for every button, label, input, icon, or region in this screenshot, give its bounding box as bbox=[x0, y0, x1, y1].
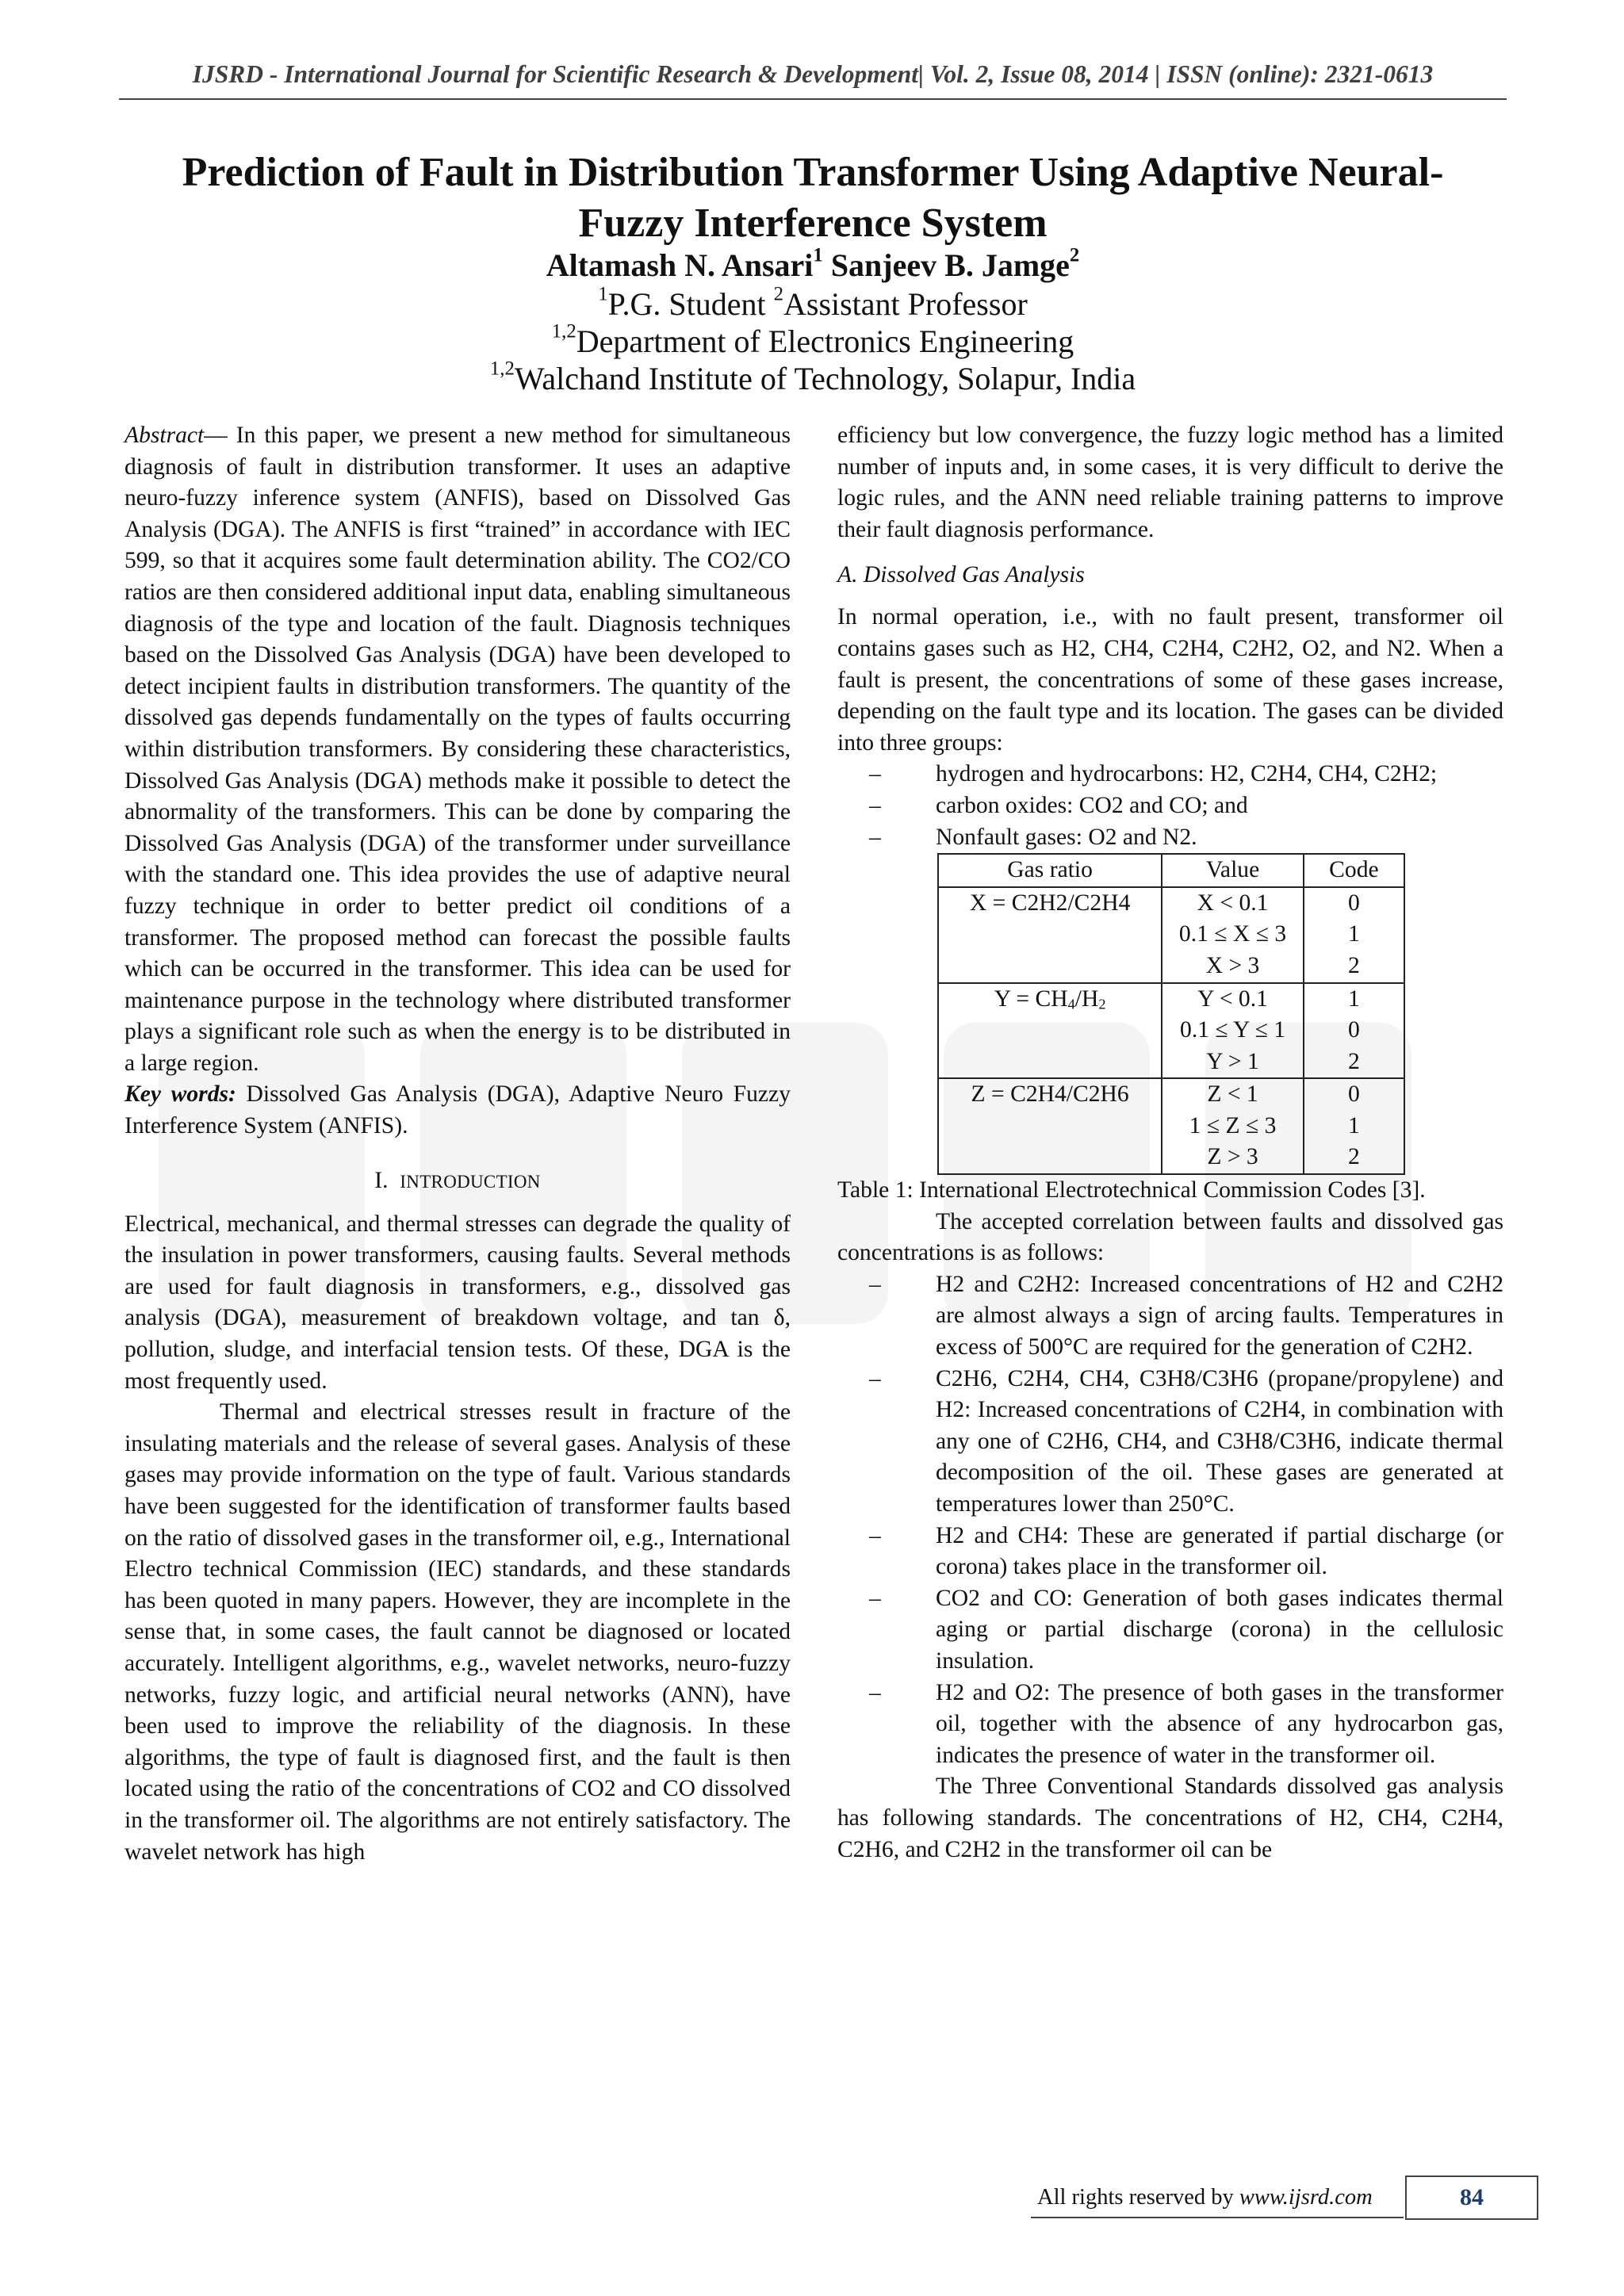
value-cell bbox=[1162, 1078, 1304, 1174]
header-code: Code bbox=[1304, 854, 1404, 887]
running-header: IJSRD - International Journal for Scientific Research & Development| Vol. 2, Issue 08, 2014 | ISSN (online): 2321-0613 bbox=[192, 60, 1434, 88]
header-gas-ratio: Gas ratio bbox=[938, 854, 1162, 887]
keywords-text: Dissolved Gas Analysis (DGA), Adaptive Neuro Fuzzy Interference System (ANFIS). bbox=[124, 1081, 791, 1139]
institute-sup: 1,2 bbox=[489, 358, 515, 380]
footer-rights-text: All rights reserved by bbox=[1037, 2185, 1239, 2210]
table-header-row bbox=[938, 854, 1404, 887]
ratio-cell: Z = C2H4/C2H6 bbox=[938, 1078, 1162, 1174]
abstract-text: — In this paper, we present a new method for simultaneous diagnosis of fault in distribution transformer. It uses an adaptive neuro-fuzzy inference system (ANFIS), based on Dissolved Gas Analysis (DGA). The ANFIS is first “trained” in accordance with IEC 599, so that it acquires some fault determination ability. The CO2/CO ratios are then considered additional input data, enabling simultaneous diagnosis of the type and location of the fault. Diagnosis techniques based on the Dissolved Gas Analysis (DGA) have been developed to detect incipient faults in distribution transformers. The quantity of the dissolved gas depends fundamentally on the types of faults occurring within distribution transformers. By considering these characteristics, Dissolved Gas Analysis (DGA) methods make it possible to detect the abnormality of the transformers. This can be done by comparing the Dissolved Gas Analysis (DGA) of the transformer under surveillance with the standard one. This idea provides the use of adaptive neural fuzzy technique in order to better predict oil conditions of a transformer. The proposed method can forecast the possible faults which can be occurred in the transformer. This idea can be used for maintenance purpose in the technology where distributed transformer plays a significant role such as when the energy is to be distributed in a large region. bbox=[124, 423, 791, 1076]
author-line bbox=[119, 246, 1507, 285]
author-2-sup: 2 bbox=[1069, 244, 1080, 266]
ratio-sub: 2 bbox=[1098, 996, 1106, 1012]
department-text: Department of Electronics Engineering bbox=[576, 323, 1074, 359]
role-1: P.G. Student bbox=[607, 286, 774, 322]
intro-paragraph-1: Electrical, mechanical, and thermal stresses can degrade the quality of the insulation in power transformers, causing faults. Several methods are used for fault diagnosis in transformers, e.g., dissolved gas analysis (DGA), measurement of breakdown voltage, and tan δ, pollution, sludge, and interfacial tension tests. Of these, DGA is the most frequently used. bbox=[124, 1211, 791, 1394]
gas-group-item: – carbon oxides: CO2 and CO; and bbox=[837, 790, 1503, 822]
section-number: I. bbox=[374, 1167, 389, 1193]
ratio-sub: 4 bbox=[1067, 996, 1075, 1012]
standards-paragraph: The Three Conventional Standards dissolved gas analysis has following standards. The concentrations of H2, CH4, C2H4, C2H6, and C2H2 in the transformer oil can be bbox=[837, 1774, 1503, 1862]
value-item: 0.1 ≤ Y ≤ 1 bbox=[1180, 1017, 1286, 1043]
author-1-sup: 1 bbox=[813, 244, 823, 266]
correlation-item: – C2H6, C2H4, CH4, C3H8/C3H6 (propane/propylene) and H2: Increased concentrations of C2H4, in combination with any one of C2H6, CH4, and C3H8/C3H6, indicate thermal decomposition of the oil. These gases are generated at temperatures lower than 250°C. bbox=[837, 1364, 1503, 1521]
footer-rule bbox=[1031, 2217, 1404, 2218]
code-item: 1 bbox=[1348, 921, 1360, 947]
table-row bbox=[938, 887, 1404, 983]
value-cell bbox=[1162, 983, 1304, 1079]
code-cell bbox=[1304, 983, 1404, 1079]
left-column bbox=[124, 420, 791, 1868]
dga-paragraph: In normal operation, i.e., with no fault present, transformer oil contains gases such as H2, CH4, C2H4, C2H2, O2, and N2. When a fault is present, the concentrations of some of these gases increase, depending on the fault type and its location. The gases can be divided into three groups: bbox=[837, 604, 1503, 756]
value-cell bbox=[1162, 887, 1304, 983]
section-title: INTRODUCTION bbox=[400, 1171, 541, 1192]
code-item: 0 bbox=[1348, 890, 1360, 916]
subsection-heading-dga: A. Dissolved Gas Analysis bbox=[837, 562, 1085, 588]
value-item: Y < 0.1 bbox=[1197, 985, 1268, 1012]
value-item: Z < 1 bbox=[1207, 1081, 1258, 1108]
footer-site-link[interactable]: www.ijsrd.com bbox=[1239, 2185, 1373, 2210]
ratio-text: Y = CH bbox=[994, 985, 1068, 1012]
gas-group-item: – Nonfault gases: O2 and N2. bbox=[837, 822, 1503, 854]
correlation-item: – H2 and O2: The presence of both gases in the transformer oil, together with the absence of any hydrocarbon gas, indicates the presence of water in the transformer oil. bbox=[837, 1678, 1503, 1772]
abstract-label: Abstract bbox=[124, 423, 205, 448]
title-line-1: Prediction of Fault in Distribution Transformer Using Adaptive Neural- bbox=[182, 150, 1444, 195]
table-row bbox=[938, 983, 1404, 1079]
correlation-list bbox=[837, 1269, 1503, 1772]
header-rule bbox=[119, 98, 1507, 100]
ratio-text: /H bbox=[1074, 985, 1099, 1012]
right-column bbox=[837, 420, 1503, 1866]
correlation-item: – H2 and C2H2: Increased concentrations of H2 and C2H2 are almost always a sign of arcing faults. Temperatures in excess of 500°C are required for the generation of C2H2. bbox=[837, 1269, 1503, 1364]
code-item: 0 bbox=[1348, 1017, 1360, 1043]
iec-codes-table bbox=[937, 853, 1405, 1175]
author-roles bbox=[119, 285, 1507, 323]
intro-paragraph-2: Thermal and electrical stresses result in fracture of the insulating materials and the release of several gases. Analysis of these gases may provide information on the type of fault. Various standards have been suggested for the identification of transformer faults based on the ratio of dissolved gases in the transformer oil, e.g., International Electro technical Commission (IEC) standards, and these standards has been quoted in many papers. However, they are incomplete in the sense that, in some cases, the fault cannot be diagnosed or located accurately. Intelligent algorithms, e.g., wavelet networks, neuro-fuzzy networks, fuzzy logic, and artificial neural networks (ANN), have been used to improve the reliability of the diagnosis. In these algorithms, the type of fault is diagnosed first, and the fault is then located using the ratio of the concentrations of CO2 and CO dissolved in the transformer oil. The algorithms are not entirely satisfactory. The wavelet network has high bbox=[124, 1399, 791, 1865]
role-sup-2: 2 bbox=[773, 283, 783, 305]
role-sup-1: 1 bbox=[598, 283, 608, 305]
keywords-label: Key words: bbox=[124, 1081, 236, 1108]
author-department bbox=[119, 320, 1507, 361]
value-item: 1 ≤ Z ≤ 3 bbox=[1189, 1112, 1277, 1138]
institute-text: Walchand Institute of Technology, Solapur, India bbox=[514, 361, 1136, 396]
author-1: Altamash N. Ansari bbox=[546, 247, 814, 283]
abstract bbox=[124, 420, 791, 1079]
table-caption: Table 1: International Electrotechnical Commission Codes [3]. bbox=[837, 1177, 1426, 1203]
correlation-intro: The accepted correlation between faults and dissolved gas concentrations is as follows: bbox=[837, 1208, 1503, 1266]
header-value: Value bbox=[1162, 854, 1304, 887]
code-item: 2 bbox=[1348, 952, 1360, 978]
value-item: X > 3 bbox=[1205, 952, 1260, 978]
footer-rights bbox=[1037, 2185, 1373, 2210]
code-cell bbox=[1304, 887, 1404, 983]
title-line-2: Fuzzy Interference System bbox=[578, 201, 1048, 246]
code-item: 0 bbox=[1348, 1081, 1360, 1108]
correlation-item: – CO2 and CO: Generation of both gases indicates thermal aging or partial discharge (corona) in the cellulosic insulation. bbox=[837, 1583, 1503, 1678]
code-cell bbox=[1304, 1078, 1404, 1174]
section-heading-introduction bbox=[124, 1165, 791, 1197]
gas-group-list bbox=[837, 759, 1503, 853]
department-sup: 1,2 bbox=[551, 320, 576, 342]
value-item: X < 0.1 bbox=[1197, 890, 1269, 916]
code-item: 1 bbox=[1348, 985, 1360, 1012]
code-item: 2 bbox=[1348, 1048, 1360, 1074]
table-row bbox=[938, 1078, 1404, 1174]
value-item: Z > 3 bbox=[1207, 1144, 1258, 1170]
ratio-cell bbox=[938, 983, 1162, 1079]
paper-title bbox=[119, 147, 1507, 249]
code-item: 1 bbox=[1348, 1112, 1360, 1138]
page-number: 84 bbox=[1405, 2175, 1538, 2220]
ratio-cell: X = C2H2/C2H4 bbox=[938, 887, 1162, 983]
author-2: Sanjeev B. Jamge bbox=[830, 247, 1070, 283]
role-2: Assistant Professor bbox=[783, 286, 1028, 322]
value-item: Y > 1 bbox=[1206, 1048, 1259, 1074]
gas-group-item: – hydrogen and hydrocarbons: H2, C2H4, CH4, C2H2; bbox=[837, 759, 1503, 790]
code-item: 2 bbox=[1348, 1144, 1360, 1170]
keywords bbox=[124, 1079, 791, 1142]
intro-paragraph-2-continued: efficiency but low convergence, the fuzzy logic method has a limited number of inputs and, in some cases, it is very difficult to derive the logic rules, and the ANN need reliable training patterns to improve their fault diagnosis performance. bbox=[837, 423, 1503, 542]
correlation-item: – H2 and CH4: These are generated if partial discharge (or corona) takes place in the transformer oil. bbox=[837, 1521, 1503, 1583]
value-item: 0.1 ≤ X ≤ 3 bbox=[1178, 921, 1287, 947]
author-institute bbox=[119, 360, 1507, 398]
